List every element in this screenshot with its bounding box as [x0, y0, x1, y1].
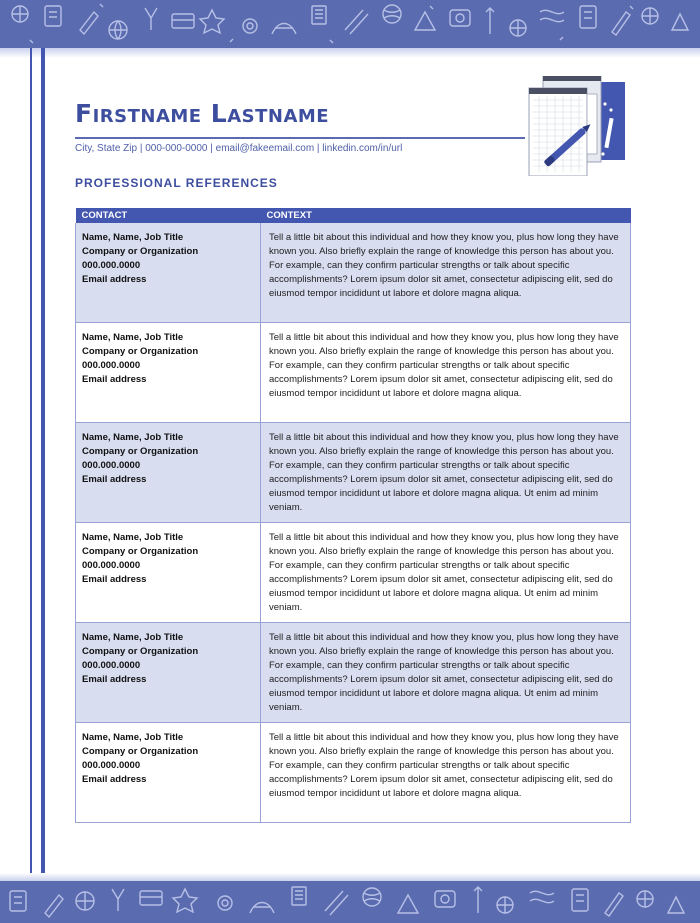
left-accent-line-thick — [41, 48, 45, 881]
reference-name: Name, Name, Job Title — [82, 432, 184, 443]
bottom-band-fade — [0, 873, 700, 881]
reference-email: Email address — [82, 674, 147, 685]
reference-contact-cell — [76, 623, 261, 723]
section-title: PROFESSIONAL REFERENCES — [75, 176, 278, 190]
table-row — [76, 423, 631, 523]
bottom-decorative-band — [0, 881, 700, 923]
contact-line: City, State Zip | 000-000-0000 | email@fakeemail.com | linkedin.com/in/url — [75, 143, 403, 154]
column-header-context: CONTEXT — [261, 208, 631, 223]
reference-context-cell: Tell a little bit about this individual and how they know you, plus how long they have known you. Also briefly explain the range of knowledge this person has about you. For example, can they confirm particular strengths or talk about specific accomplishments? Lorem ipsum dolor sit amet, consectetur adipiscing elit, sed do eiusmod tempor incididunt ut labore et dolore magna aliqua. — [261, 723, 631, 823]
reference-phone: 000.000.0000 — [82, 260, 141, 271]
page-title: Firstname Lastname — [75, 99, 330, 128]
reference-name: Name, Name, Job Title — [82, 732, 184, 743]
reference-name: Name, Name, Job Title — [82, 232, 184, 243]
notepad-and-pen-illustration-icon — [525, 76, 625, 176]
reference-company: Company or Organization — [82, 546, 199, 557]
reference-email: Email address — [82, 274, 147, 285]
reference-context-cell: Tell a little bit about this individual and how they know you, plus how long they have known you. Also briefly explain the range of knowledge this person has about you. For example, can they confirm particular strengths or talk about specific accomplishments? Lorem ipsum dolor sit amet, consectetur adipiscing elit, sed do eiusmod tempor incididunt ut labore et dolore magna aliqua. Ut enim ad minim veniam. — [261, 623, 631, 723]
reference-contact-cell — [76, 523, 261, 623]
reference-company: Company or Organization — [82, 246, 199, 257]
table-row — [76, 623, 631, 723]
reference-phone: 000.000.0000 — [82, 460, 141, 471]
reference-name: Name, Name, Job Title — [82, 532, 184, 543]
table-row — [76, 323, 631, 423]
reference-phone: 000.000.0000 — [82, 560, 141, 571]
table-row — [76, 223, 631, 323]
top-band-fade — [0, 48, 700, 58]
reference-contact-cell — [76, 423, 261, 523]
reference-email: Email address — [82, 574, 147, 585]
reference-phone: 000.000.0000 — [82, 360, 141, 371]
header-divider — [75, 137, 525, 139]
reference-contact-cell — [76, 223, 261, 323]
reference-phone: 000.000.0000 — [82, 760, 141, 771]
column-header-contact: CONTACT — [76, 208, 261, 223]
reference-context-cell: Tell a little bit about this individual and how they know you, plus how long they have known you. Also briefly explain the range of knowledge this person has about you. For example, can they confirm particular strengths or talk about specific accomplishments? Lorem ipsum dolor sit amet, consectetur adipiscing elit, sed do eiusmod tempor incididunt ut labore et dolore magna aliqua. — [261, 323, 631, 423]
references-table — [75, 208, 631, 823]
reference-contact-cell — [76, 323, 261, 423]
reference-name: Name, Name, Job Title — [82, 332, 184, 343]
left-accent-line-thin — [30, 48, 32, 881]
school-doodle-pattern-icon — [0, 0, 700, 48]
reference-email: Email address — [82, 774, 147, 785]
reference-phone: 000.000.0000 — [82, 660, 141, 671]
reference-name: Name, Name, Job Title — [82, 632, 184, 643]
school-doodle-pattern-icon — [0, 881, 700, 923]
reference-company: Company or Organization — [82, 746, 199, 757]
reference-contact-cell — [76, 723, 261, 823]
top-decorative-band — [0, 0, 700, 48]
reference-context-cell: Tell a little bit about this individual and how they know you, plus how long they have known you. Also briefly explain the range of knowledge this person has about you. For example, can they confirm particular strengths or talk about specific accomplishments? Lorem ipsum dolor sit amet, consectetur adipiscing elit, sed do eiusmod tempor incididunt ut labore et dolore magna aliqua. Ut enim ad minim veniam. — [261, 523, 631, 623]
table-row — [76, 723, 631, 823]
reference-company: Company or Organization — [82, 346, 199, 357]
table-row — [76, 523, 631, 623]
reference-context-cell: Tell a little bit about this individual and how they know you, plus how long they have known you. Also briefly explain the range of knowledge this person has about you. For example, can they confirm particular strengths or talk about specific accomplishments? Lorem ipsum dolor sit amet, consectetur adipiscing elit, sed do eiusmod tempor incididunt ut labore et dolore magna aliqua. — [261, 223, 631, 323]
reference-company: Company or Organization — [82, 446, 199, 457]
table-header-row — [76, 208, 631, 223]
reference-email: Email address — [82, 374, 147, 385]
reference-company: Company or Organization — [82, 646, 199, 657]
reference-email: Email address — [82, 474, 147, 485]
reference-context-cell: Tell a little bit about this individual and how they know you, plus how long they have known you. Also briefly explain the range of knowledge this person has about you. For example, can they confirm particular strengths or talk about specific accomplishments? Lorem ipsum dolor sit amet, consectetur adipiscing elit, sed do eiusmod tempor incididunt ut labore et dolore magna aliqua. Ut enim ad minim veniam. — [261, 423, 631, 523]
